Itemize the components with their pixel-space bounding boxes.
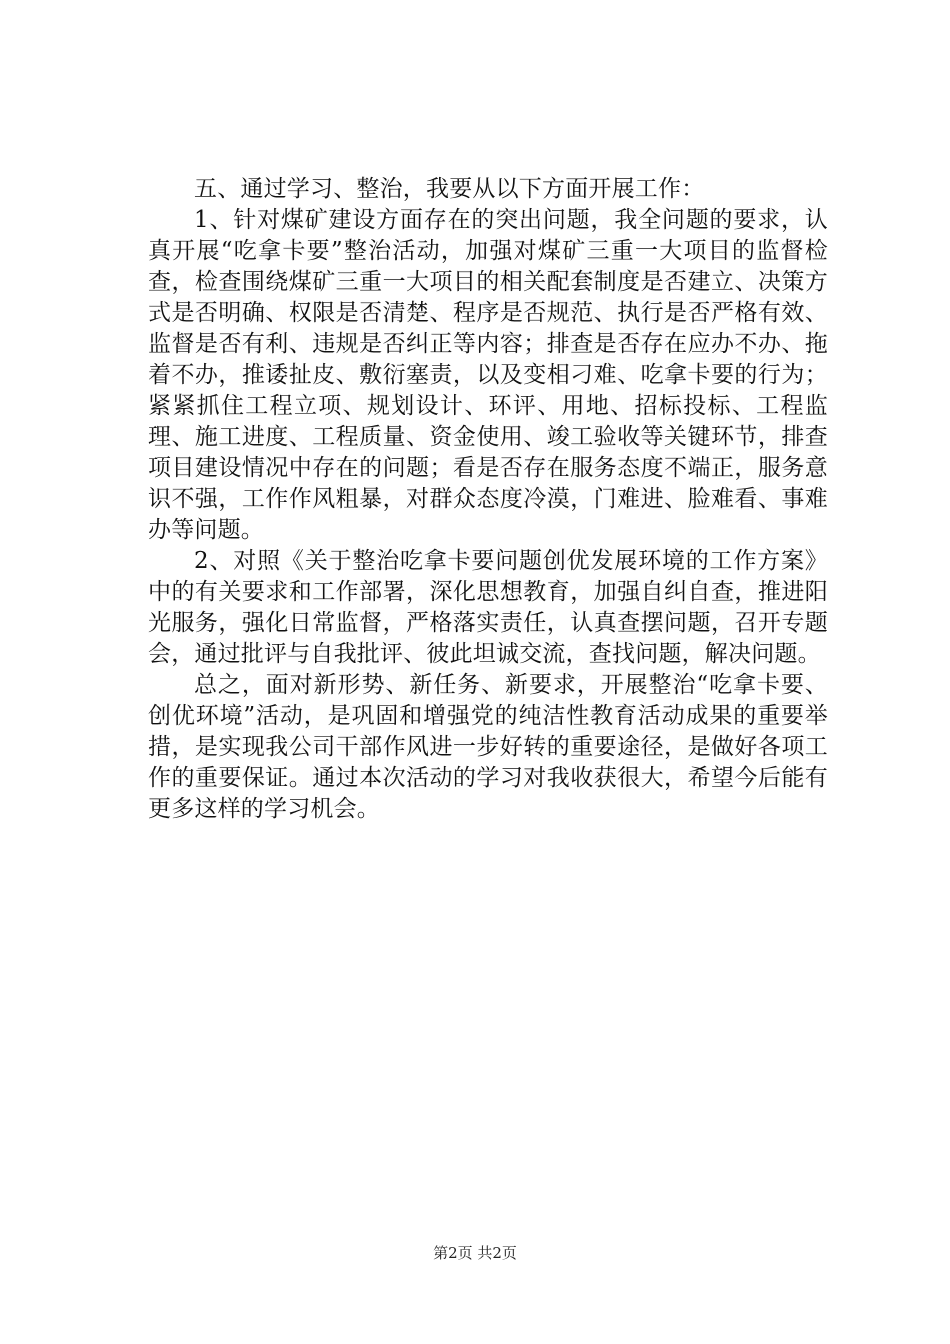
document-body xyxy=(148,174,828,825)
paragraph-item-2: 2、对照《关于整治吃拿卡要问题创优发展环境的工作方案》中的有关要求和工作部署，深化思想教育，加强自纠自查，推进阳光服务，强化日常监督，严格落实责任，认真查摆问题，召开专题会，通过批评与自我批评、彼此坦诚交流，查找问题，解决问题。 xyxy=(148,548,828,667)
page-number-footer: 第2页 共2页 xyxy=(433,1244,517,1262)
paragraph-section-heading: 五、通过学习、整治，我要从以下方面开展工作： xyxy=(194,176,705,202)
paragraph-item-1: 1、针对煤矿建设方面存在的突出问题，我全问题的要求，认真开展“吃拿卡要”整治活动，加强对煤矿三重一大项目的监督检查，检查围绕煤矿三重一大项目的相关配套制度是否建立、决策方式是否明确、权限是否清楚、程序是否规范、执行是否严格有效、监督是否有利、违规是否纠正等内容；排查是否存在应办不办、拖着不办，推诿扯皮、敷衍塞责，以及变相刁难、吃拿卡要的行为；紧紧抓住工程立项、规划设计、环评、用地、招标投标、工程监理、施工进度、工程质量、资金使用、竣工验收等关键环节，排查项目建设情况中存在的问题；看是否存在服务态度不端正，服务意识不强，工作作风粗暴，对群众态度冷漠，门难进、脸难看、事难办等问题。 xyxy=(148,207,828,543)
paragraph-conclusion: 总之，面对新形势、新任务、新要求，开展整治“吃拿卡要、创优环境”活动，是巩固和增强党的纯洁性教育活动成果的重要举措，是实现我公司干部作风进一步好转的重要途径，是做好各项工作的重要保证。通过本次活动的学习对我收获很大，希望今后能有更多这样的学习机会。 xyxy=(148,672,828,822)
